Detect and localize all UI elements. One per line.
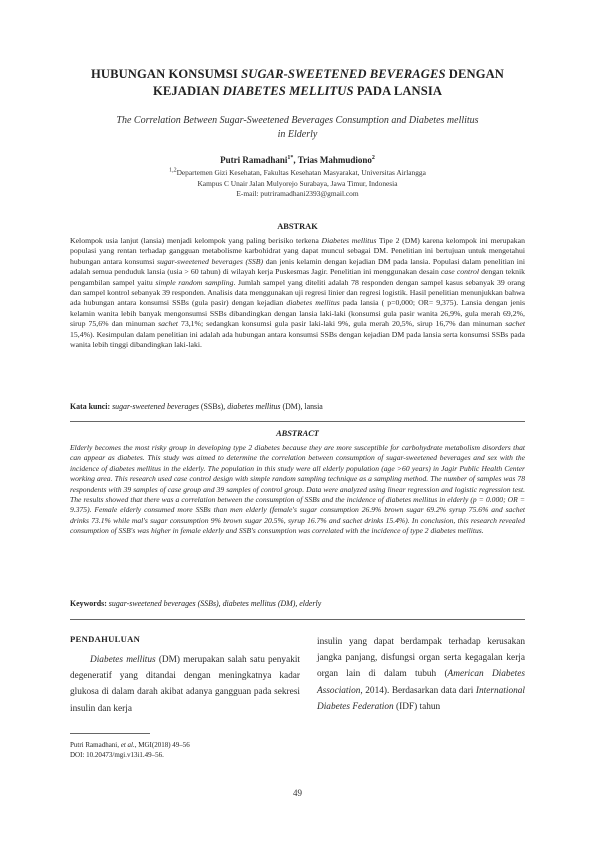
affiliation-superscript: 1,2 bbox=[169, 167, 177, 174]
section-divider bbox=[70, 421, 525, 422]
author-list bbox=[60, 154, 535, 166]
abstrak-heading: ABSTRAK bbox=[277, 222, 318, 231]
pendahuluan-heading: PENDAHULUAN bbox=[70, 634, 141, 644]
article-title bbox=[60, 66, 535, 100]
author-name: Trias Mahmudiono bbox=[297, 155, 372, 165]
affiliation bbox=[60, 168, 535, 200]
english-title bbox=[80, 114, 515, 141]
abstract-body: Elderly becomes the most risky group in developing type 2 diabetes because they are more susceptible for carbohydrate metabolism disorders that can appear as diabetes. This study was aimed to determine the correlation between consumption of sugar-sweetened beverages and sex with the incidence of diabetes mellitus in the elderly. The population in this study were all elderly population (age >60 years) in Jagir Public Health Center working area. This research used case control design with simple random sampling technique as a sampling method. The number of samples was 78 respondents with 39 samples of case group and 39 samples of control group. Data were analyzed using linear regression and logistic regression test. The results showed that there was a correlation between the consumption of SSBs and the incidence of diabetes mellitus in elderly (p = 0.000; OR = 9.375). Female elderly consumed more SSBs than men elderly (female's sugar consumption 26.9% brown sugar 69.2% syrup 75.6% and sachet drinks 73.1% while mal's sugar consumption 9% brown sugar 20.5%, syrup 16.7% and sachet drinks 15.4%). In conclusion, this research revealed consumption of SSB's was higher in female elderly and SSB's consumption was correlated with the incidence of type 2 diabetes mellitus. bbox=[70, 443, 525, 536]
title-text: DENGAN bbox=[445, 67, 504, 81]
keywords-label: Keywords: bbox=[70, 599, 107, 608]
author-superscript: 2 bbox=[371, 155, 375, 161]
affiliation-line: Departemen Gizi Kesehatan, Fakultas Kesehatan Masyarakat, Universitas Airlangga bbox=[176, 168, 426, 177]
title-text: HUBUNGAN KONSUMSI bbox=[91, 67, 242, 81]
english-title-line: The Correlation Between Sugar-Sweetened Beverages Consumption and Diabetes mellitus bbox=[116, 115, 479, 126]
section-divider bbox=[70, 619, 525, 620]
author-superscript: 1* bbox=[287, 155, 294, 161]
title-italic-text: DIABETES MELLITUS bbox=[222, 84, 354, 98]
page-number: 49 bbox=[293, 788, 302, 798]
intro-left-column: Diabetes mellitus (DM) merupakan salah satu penyakit degeneratif yang ditandai dengan meningkatnya kadar glukosa di dalam darah akibat adanya gangguan pada sekresi insulin dan kerja bbox=[70, 655, 301, 714]
author-separator: , bbox=[293, 155, 298, 165]
affiliation-line: Kampus C Unair Jalan Mulyorejo Surabaya, Jawa Timur, Indonesia bbox=[197, 178, 398, 188]
english-title-line: in Elderly bbox=[277, 128, 318, 140]
kata-kunci: Kata kunci: sugar-sweetened beverages (SSBs), diabetes mellitus (DM), lansia bbox=[70, 402, 323, 411]
author-email: E-mail: putriramadhani2393@gmail.com bbox=[236, 189, 359, 198]
intro-right-column: insulin yang dapat berdampak terhadap kerusakan jangka panjang, disfungsi organ serta kegagalan kerja organ lain di dalam tubuh (American Diabetes Association, 2014). Berdasarkan data dari International Diabetes Federation (IDF) tahun bbox=[317, 637, 526, 712]
abstrak-body: Kelompok usia lanjut (lansia) menjadi kelompok yang paling berisiko terkena Diabetes mellitus Tipe 2 (DM) karena kelompok ini merupakan populasi yang rentan terhadap gangguan metabolisme karbohidrat yang dapat muncul sebagai DM. Penelitian ini bertujuan untuk mengetahui hubungan antara konsumsi sugar-sweetened beverages (SSB) dan jenis kelamin dengan kejadian DM pada lansia. Populasi dalam penelitian ini adalah semua penduduk lansia (usia > 60 tahun) di wilayah kerja Puskesmas Jagir. Penelitian ini menggunakan desain case control dengan teknik pengambilan sampel yaitu simple random sampling. Jumlah sampel yang diteliti adalah 78 responden dengan sampel kasus sebanyak 39 orang dan sampel kontrol sebanyak 39 responden. Analisis data menggunakan uji regresi linier dan regresi logistik. Hasil penelitian menunjukkan bahwa ada hubungan antara konsumsi SSBs (gula pasir) dengan kejadian diabetes mellitus pada lansia ( p=0,000; OR= 9,375). Lansia dengan jenis kelamin wanita lebih banyak mengonsumsi SSBs dibandingkan dengan lansia laki-laki (konsumsi gula pasir wanita 26,9%, gula merah 69,2%, sirup 75,6% dan minuman sachet 73,1%; sedangkan konsumsi gula pasir laki-laki 9%, gula merah 20,5%, sirup 16,7% dan minuman sachet 15,4%). Kesimpulan dalam penelitian ini adalah ada hubungan antara konsumsi SSBs dengan kejadian DM pada lansia serta konsumsi SSBs pada wanita lebih tinggi dibandingkan laki-laki. bbox=[70, 236, 525, 350]
footnote-rule bbox=[70, 733, 150, 734]
doi-text: DOI: 10.20473/mgi.v13i1.49–56. bbox=[70, 751, 164, 759]
title-text: PADA LANSIA bbox=[353, 84, 443, 98]
keywords: Keywords: sugar-sweetened beverages (SSBs), diabetes mellitus (DM), elderly bbox=[70, 599, 322, 608]
author-name: Putri Ramadhani bbox=[220, 155, 288, 165]
abstract-heading: ABSTRACT bbox=[276, 429, 319, 438]
kata-kunci-label: Kata kunci: bbox=[70, 402, 111, 411]
title-text: KEJADIAN bbox=[152, 84, 223, 98]
title-italic-text: SUGAR-SWEETENED BEVERAGES bbox=[241, 67, 446, 81]
citation-footer: Putri Ramadhani, et al., MGI(2018) 49–56 DOI: 10.20473/mgi.v13i1.49–56. bbox=[70, 741, 190, 759]
